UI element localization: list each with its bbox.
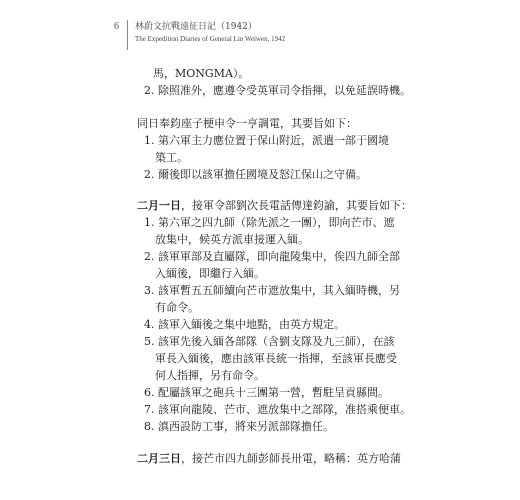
paragraph-4-text: ，接芒市四九師彭師長卅電，略稱：英方哈蒲 [181, 452, 401, 465]
paragraph-3-item-2-line-2: 入緬後，即繼行入緬。 [155, 267, 265, 280]
paragraph-3-item-3-line-1: 3. 該軍暫五五師續向芒市遮放集中，其入緬時機，另 [144, 284, 400, 297]
paragraph-1-continuation: 馬，MONGMA）。 [153, 67, 250, 80]
page-number: 6 [114, 21, 119, 32]
paragraph-2-item-1-line-1: 1. 第六軍主力應位置于保山附近，派遣一部于國境 [144, 134, 389, 147]
paragraph-3-item-4: 4. 該軍入緬後之集中地點，由英方規定。 [144, 318, 345, 331]
paragraph-3-intro: ，接軍令部劉次長電話傳達鈞諭，其要旨如下： [181, 199, 412, 212]
paragraph-3-item-3-line-2: 有命令。 [155, 301, 199, 314]
paragraph-1-item-2: 2. 除照准外，應遵令受英軍司令指揮，以免延誤時機。 [144, 84, 411, 97]
paragraph-3-item-1-line-1: 1. 第六軍之四九師（除先派之一團），即向芒市、遮 [144, 216, 395, 229]
entry-date-feb-3: 二月三日 [137, 452, 181, 465]
paragraph-3-item-7: 7. 該軍向龍陵、芒市、遮放集中之部隊，准搭乘便車。 [144, 403, 411, 416]
paragraph-2-item-1-line-2: 築工。 [155, 151, 188, 164]
paragraph-3-item-1-line-2: 放集中，候英方派車接運入緬。 [155, 233, 309, 246]
paragraph-3-item-5-line-1: 5. 該軍先後入緬各部隊（含劉支隊及九三師），在該 [144, 335, 395, 348]
paragraph-3-item-5-line-3: 何人指揮，另有命令。 [155, 369, 265, 382]
paragraph-3-item-8: 8. 滇西設防工事，將來另派部隊擔任。 [144, 420, 334, 433]
paragraph-3-item-6: 6. 配屬該軍之砲兵十三團第一營，暫駐呈貢縣間。 [144, 386, 389, 399]
running-title-chinese: 林蔚文抗戰遠征日記（1942） [135, 22, 257, 32]
running-title-english: The Expedition Diaries of General Lin Weiwen, 1942 [135, 35, 286, 43]
entry-date-feb-1: 二月一日 [137, 199, 181, 212]
paragraph-3-item-5-line-2: 軍長入緬後，應由該軍長統一指揮，至該軍長應受 [155, 352, 397, 365]
paragraph-3-item-2-line-1: 2. 該軍軍部及直屬隊，即向龍陵集中，俟四九師全部 [144, 250, 400, 263]
paragraph-2-intro: 同日奉鈞座子梗申令一亨調電，其要旨如下： [137, 117, 357, 130]
paragraph-4-line [137, 452, 401, 466]
paragraph-3-intro-line [137, 199, 412, 213]
paragraph-2-item-2: 2. 爾後即以該軍擔任國境及怒江保山之守備。 [144, 168, 367, 181]
